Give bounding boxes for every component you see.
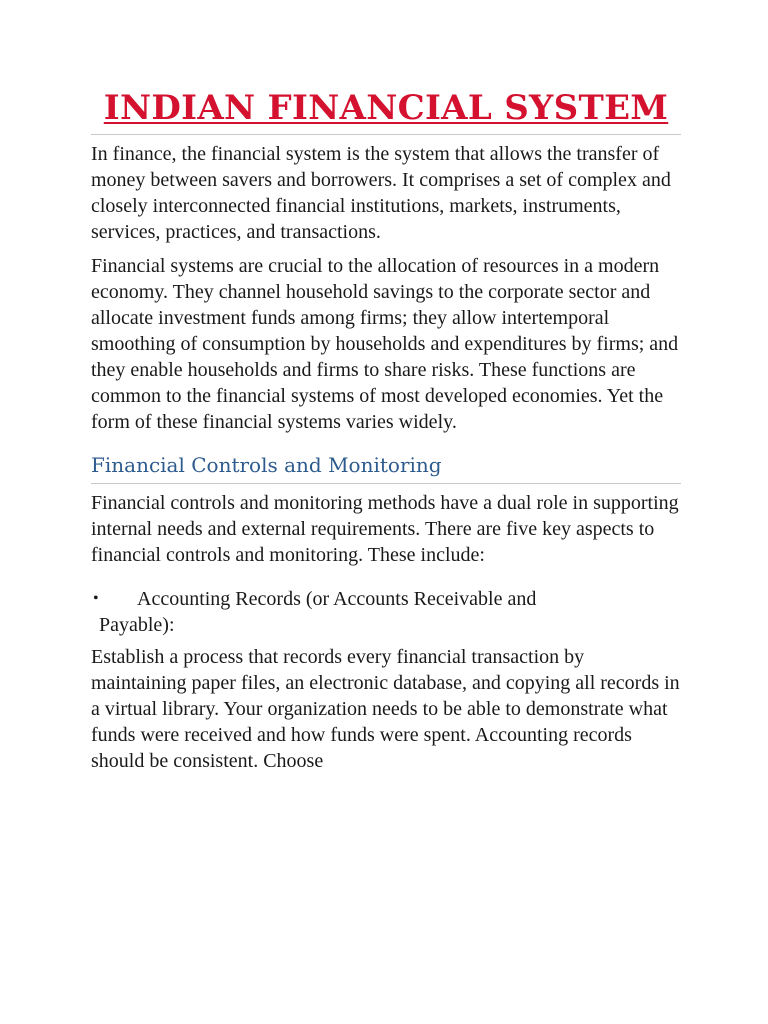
bullet-text-line-1: Accounting Records (or Accounts Receivable and — [137, 588, 537, 610]
section-paragraph: Financial controls and monitoring methods have a dual role in supporting internal needs and external requirements. There are five key aspects to financial controls and monitoring. These include: — [91, 492, 679, 566]
document-page — [91, 86, 681, 774]
bullet-text-line-2: Payable): — [99, 614, 175, 636]
bullet-icon: • — [93, 590, 99, 607]
intro-paragraph-2: Financial systems are crucial to the allocation of resources in a modern economy. They channel household savings to the corporate sector and allocate investment funds among firms; they allow intertemporal smoothing of consumption by households and expenditures by firms; and they enable households and firms to share risks. These functions are common to the financial systems of most developed economies. Yet the form of these financial systems varies widely. — [91, 255, 679, 433]
bullet-first-line — [91, 586, 681, 612]
document-title: INDIAN FINANCIAL SYSTEM — [103, 88, 669, 128]
section-heading: Financial Controls and Monitoring — [91, 453, 442, 477]
title-divider — [91, 134, 681, 135]
bullet-list-item — [91, 586, 681, 638]
closing-paragraph: Establish a process that records every financial transaction by maintaining paper files, an electronic database, and copying all records in a virtual library. Your organization needs to be able to demonstrate what funds were received and how funds were spent. Accounting records should be consistent. Choose — [91, 646, 680, 772]
section-divider — [91, 483, 681, 484]
intro-paragraph-1: In finance, the financial system is the system that allows the transfer of money between savers and borrowers. It comprises a set of complex and closely interconnected financial institutions, markets, instruments, services, practices, and transactions. — [91, 143, 671, 243]
